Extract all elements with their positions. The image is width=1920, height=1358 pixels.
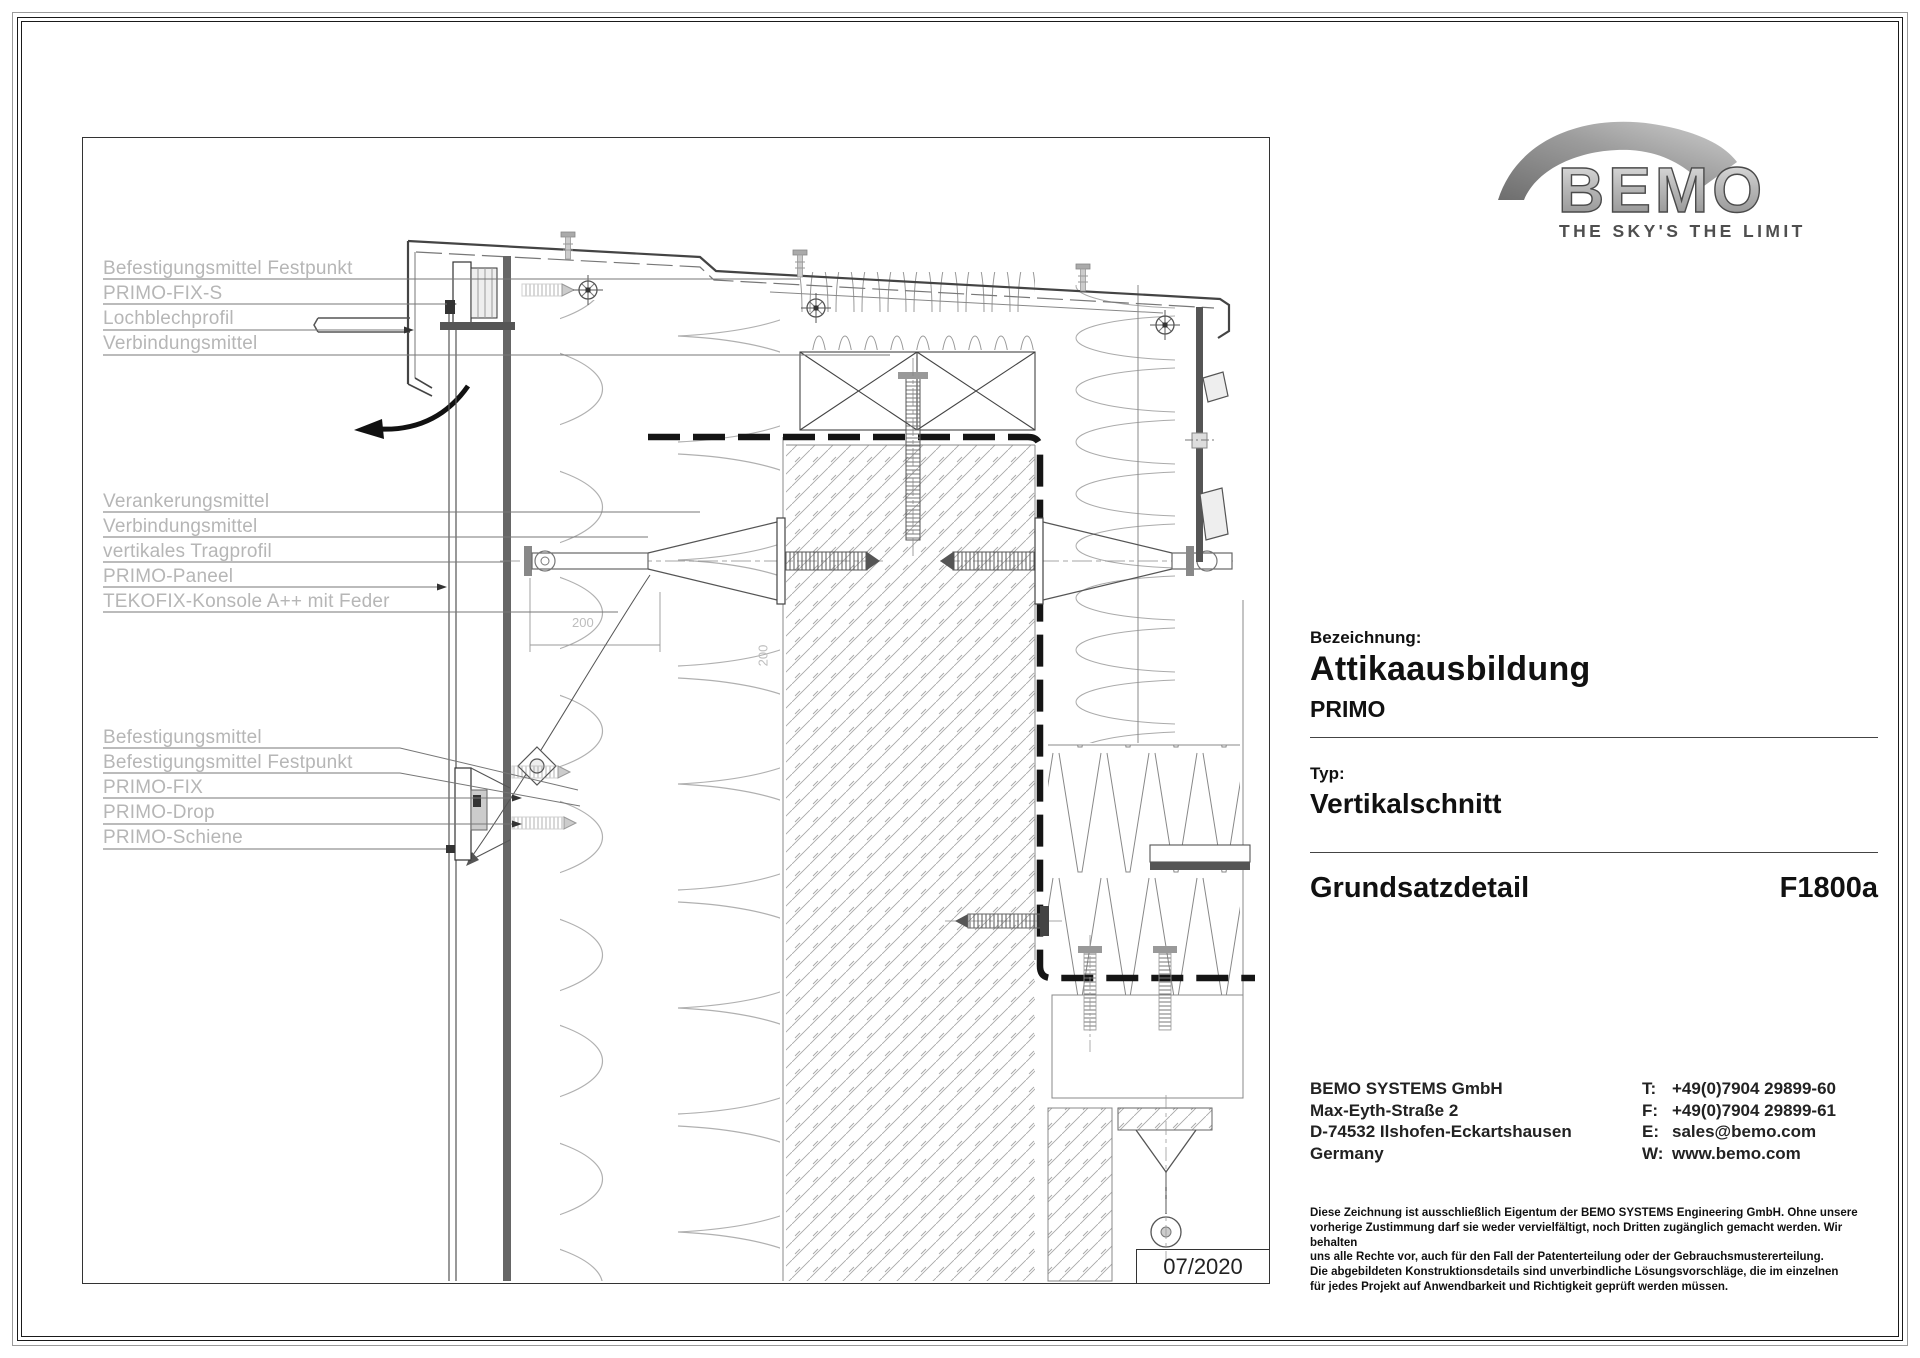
- annotation-label: PRIMO-Drop: [103, 802, 215, 823]
- company-contact: [1642, 1078, 1836, 1164]
- company-name: BEMO SYSTEMS GmbH: [1310, 1079, 1503, 1098]
- date-box: [1136, 1249, 1270, 1284]
- bezeichnung-label: Bezeichnung:: [1310, 628, 1422, 647]
- bemo-logo: [1480, 82, 1875, 250]
- contact-email: E: sales@bemo.com: [1642, 1122, 1817, 1141]
- annotation-label: Lochblechprofil: [103, 308, 234, 329]
- detail-label: Grundsatzdetail: [1310, 872, 1530, 904]
- annotation-label: PRIMO-FIX-S: [103, 283, 223, 304]
- disclaimer-line: Die abgebildeten Konstruktionsdetails sind unverbindliche Lösungsvorschläge, die im einzelnen: [1310, 1266, 1839, 1279]
- annotation-label: Befestigungsmittel: [103, 727, 262, 748]
- annotation-label: Verbindungsmittel: [103, 333, 258, 354]
- ventilation-arrow-icon: [354, 386, 468, 439]
- annotation-label: PRIMO-FIX: [103, 777, 203, 798]
- drawing-title: Attikaausbildung: [1310, 650, 1591, 688]
- annotation-label: Befestigungsmittel Festpunkt: [103, 258, 353, 279]
- detail-row: [1310, 872, 1878, 905]
- disclaimer-line: vorherige Zustimmung darf sie weder vervielfältigt, noch Dritten zugänglich gemacht werden. Wir behalten: [1310, 1221, 1843, 1249]
- divider: [1310, 737, 1878, 738]
- disclaimer-line: uns alle Rechte vor, auch für den Fall der Patenterteilung oder der Gebrauchsmustererteilung.: [1310, 1251, 1824, 1264]
- typ-label: Typ:: [1310, 764, 1345, 783]
- disclaimer: [1310, 1206, 1885, 1295]
- annotation-label: Verankerungsmittel: [103, 491, 270, 512]
- primo-fix-bracket: [455, 747, 576, 860]
- company-address: [1310, 1078, 1572, 1164]
- contact-web: W: www.bemo.com: [1642, 1143, 1801, 1163]
- divider: [1310, 852, 1878, 853]
- annotation-label: PRIMO-Schiene: [103, 827, 243, 848]
- annotation-label: Verbindungsmittel: [103, 516, 258, 537]
- contact-fax: F: +49(0)7904 29899-61: [1642, 1100, 1836, 1120]
- dimension-label: 200: [572, 615, 594, 630]
- contact-phone: T: +49(0)7904 29899-60: [1642, 1079, 1836, 1098]
- annotation-label: Befestigungsmittel Festpunkt: [103, 752, 353, 773]
- logo-brand-text: BEMO: [1558, 154, 1766, 226]
- date-stamp: 07/2020: [1163, 1253, 1243, 1279]
- logo-tagline: THE SKY'S THE LIMIT: [1559, 221, 1806, 241]
- company-street: Max-Eyth-Straße 2: [1310, 1100, 1459, 1120]
- annotation-label: TEKOFIX-Konsole A++ mit Feder: [103, 591, 390, 612]
- annotation-label: vertikales Tragprofil: [103, 541, 272, 562]
- company-city: D-74532 Ilshofen-Eckartshausen: [1310, 1122, 1572, 1141]
- section-type: Vertikalschnitt: [1310, 788, 1502, 819]
- annotation-label: PRIMO-Paneel: [103, 566, 234, 587]
- company-country: Germany: [1310, 1143, 1384, 1163]
- disclaimer-line: Diese Zeichnung ist ausschließlich Eigentum der BEMO SYSTEMS Engineering GmbH. Ohne unsere: [1310, 1207, 1858, 1219]
- detail-code: F1800a: [1779, 872, 1878, 904]
- system-name: PRIMO: [1310, 696, 1386, 722]
- disclaimer-line: für jedes Projekt auf Anwendbarkeit und Richtigkeit geprüft werden müssen.: [1310, 1280, 1729, 1293]
- dimension-label: 200: [755, 644, 771, 667]
